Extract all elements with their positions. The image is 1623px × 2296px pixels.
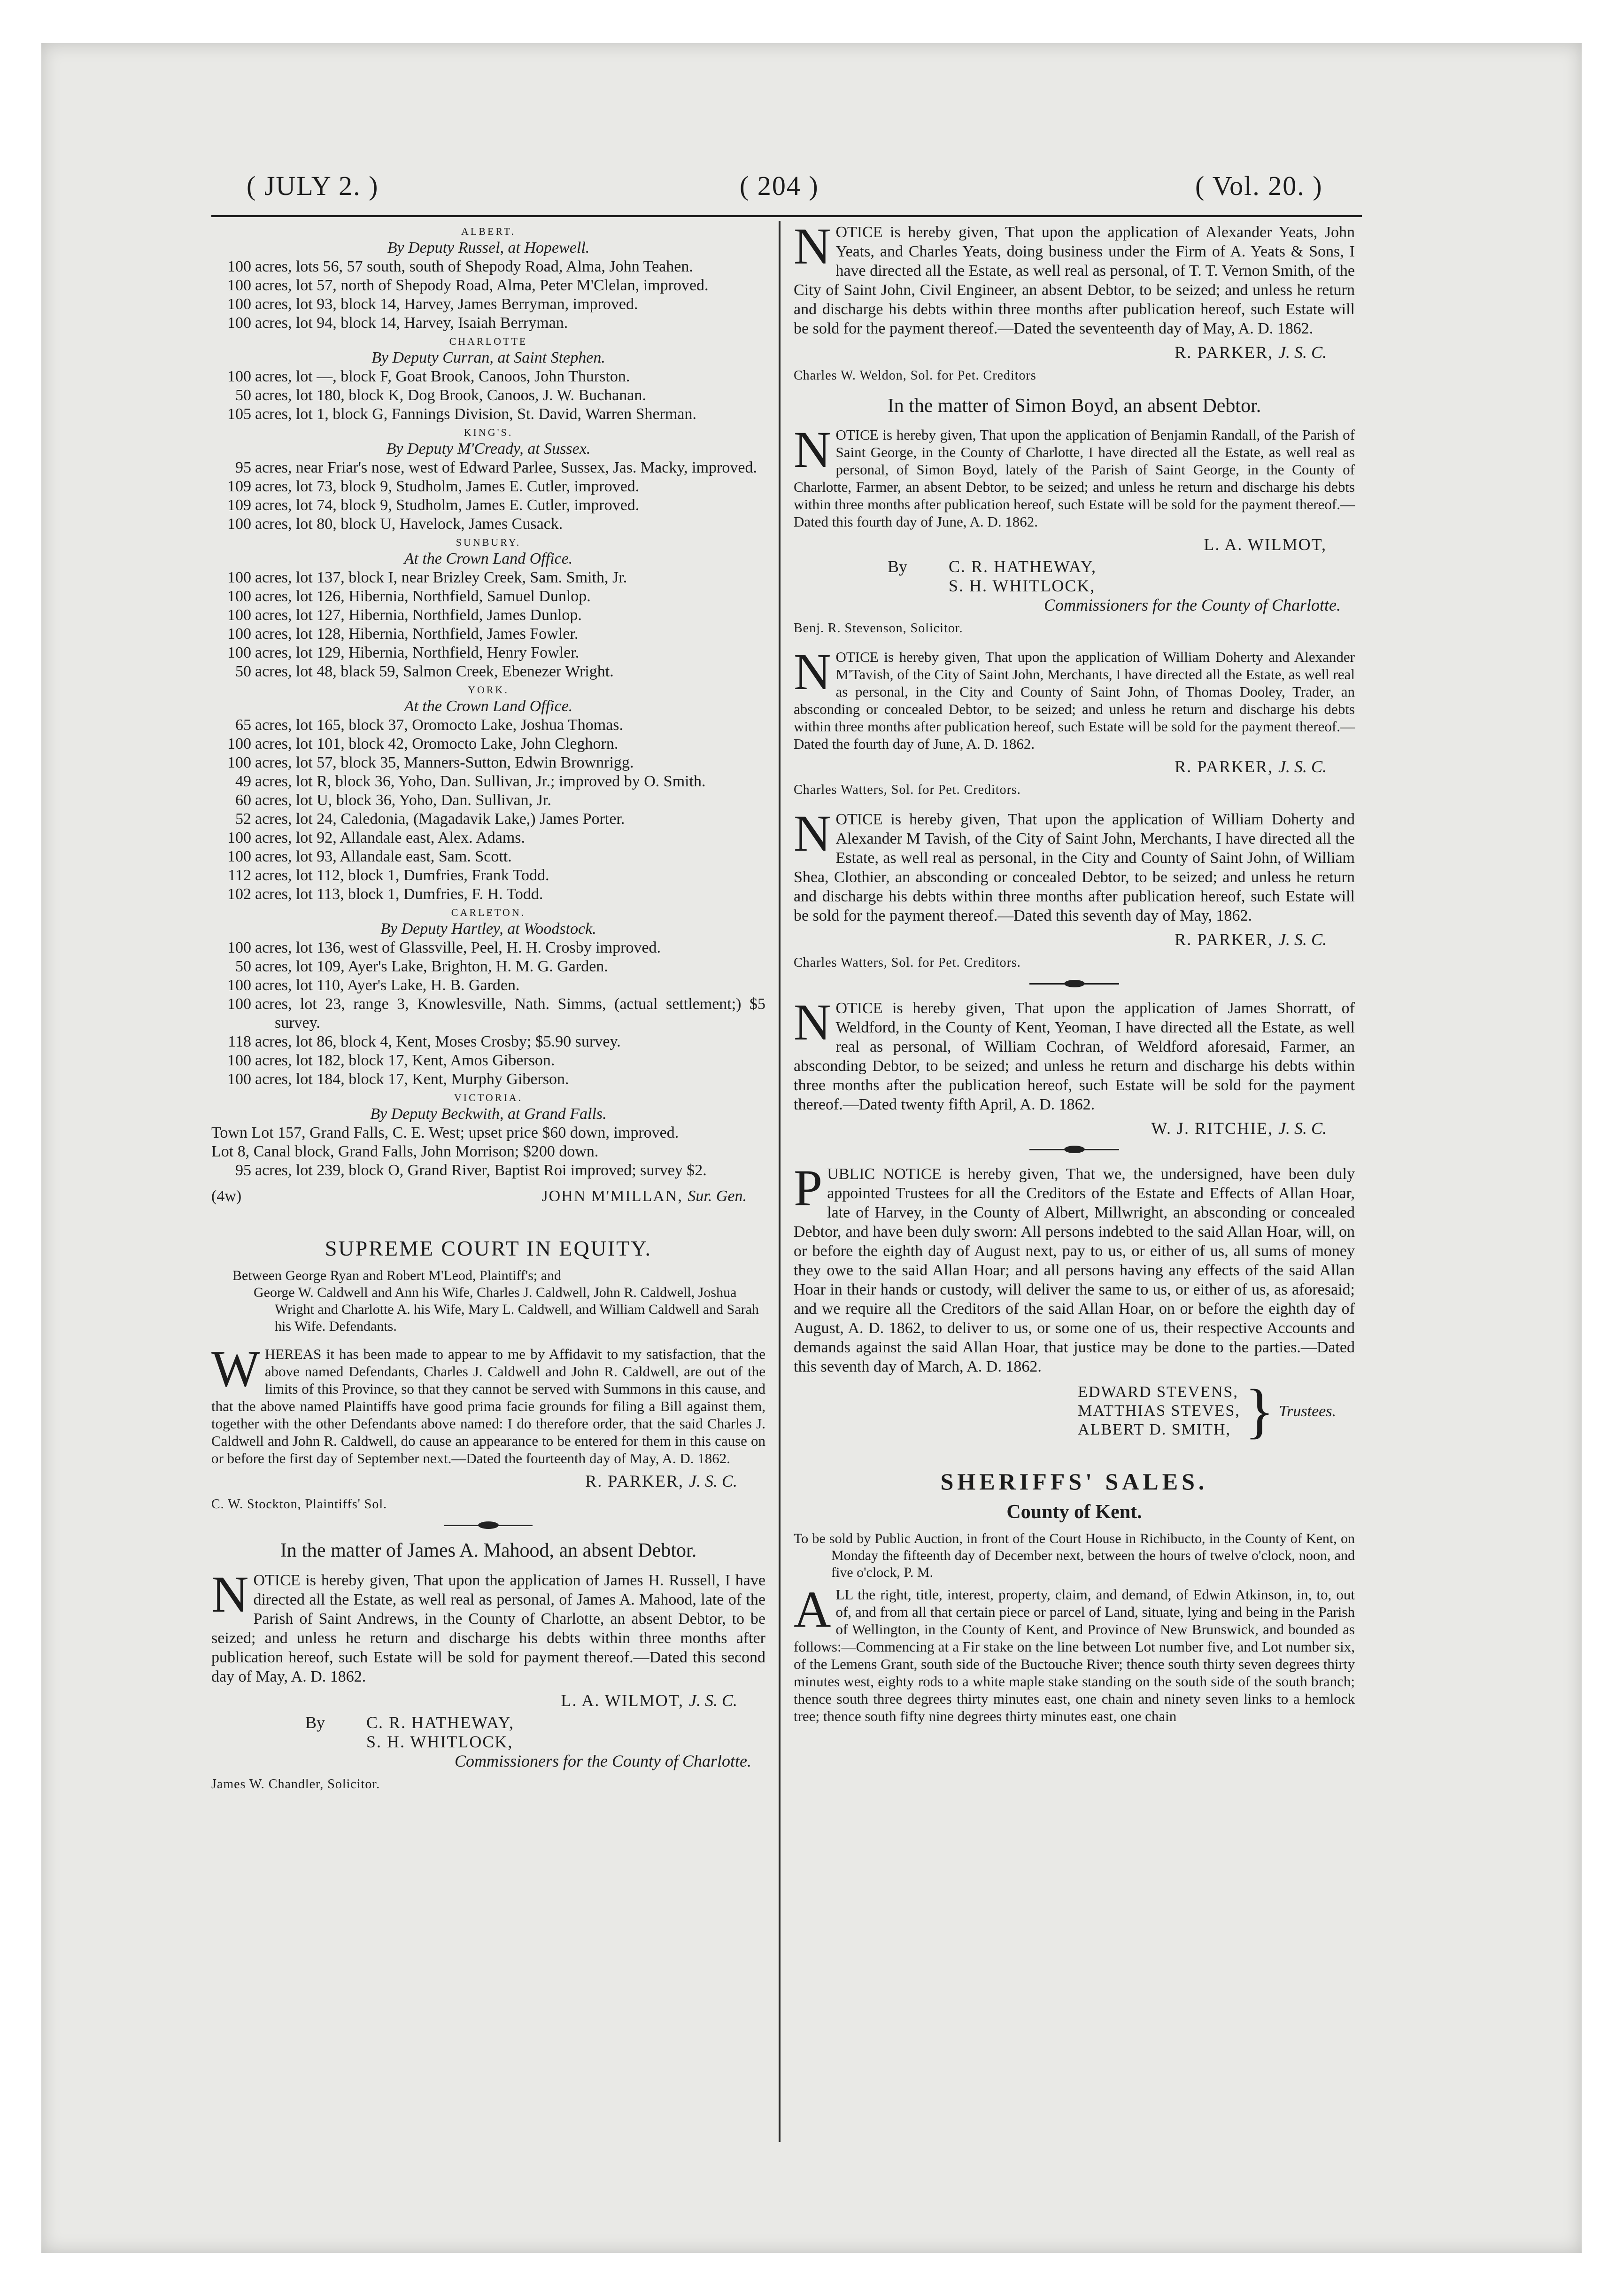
- land-entry: [211, 735, 765, 753]
- acreage: 100: [227, 1052, 251, 1069]
- signer-title: J. S. C.: [689, 1472, 737, 1490]
- land-entry: [211, 606, 765, 625]
- signer-title: J. S. C.: [1278, 930, 1327, 949]
- atkinson-sale: [794, 1581, 1355, 1725]
- land-entry: [211, 716, 765, 735]
- trustee-names: [1078, 1383, 1240, 1439]
- boyd-commissioners: [794, 557, 1355, 615]
- shea-solicitor: Charles Watters, Sol. for Pet. Creditors.: [794, 955, 1021, 970]
- acreage: 100: [227, 277, 251, 294]
- land-description: acres, lot 182, block 17, Kent, Amos Giberson.: [255, 1052, 555, 1069]
- land-description: acres, lot R, block 36, Yoho, Dan. Sullivan, Jr.; improved by O. Smith.: [255, 773, 706, 790]
- signer-name: W. J. RITCHIE,: [1151, 1119, 1273, 1138]
- crown-land-list: [211, 225, 765, 1180]
- ornament-divider: [794, 979, 1355, 988]
- trustees-label: Trustees.: [1279, 1402, 1336, 1420]
- drop-cap: A: [794, 1581, 831, 1638]
- land-description: acres, lot 129, Hibernia, Northfield, Henry Fowler.: [255, 644, 580, 661]
- acreage: 100: [227, 735, 251, 752]
- running-head-date: ( JULY 2. ): [247, 171, 379, 201]
- acreage: 100: [227, 368, 251, 385]
- header-rule: [211, 215, 1362, 217]
- brace-glyph: }: [1244, 1377, 1275, 1445]
- dooley-notice-text: OTICE is hereby given, That upon the application of William Doherty and Alexander M'Tavish, of the City of Saint John, Merchants, I have directed all the Estate, as well real as personal, in the City and County of Saint John, of Thomas Dooley, Trader, an absconding or concealed Debtor, to be seized; and unless he return and discharge his debts within three months after publication hereof, such Estate will be sold for the payment thereof.—Dated the fourth day of June, A. D. 1862.: [794, 649, 1355, 752]
- drop-cap: N: [211, 1566, 249, 1623]
- cochran-notice-text: OTICE is hereby given, That upon the application of James Shorratt, of Weldford, in the County of Kent, Yeoman, I have directed all the Estate, as well real as personal, of William Cochran, of Weldford aforesaid, Farmer, an absconding Debtor, to be seized; and unless he return and discharge his debts within three months after the publication hereof, such Estate will be sold for the payment thereof.—Dated twenty fifth April, A. D. 1862.: [794, 1000, 1355, 1113]
- land-description: acres, lot 128, Hibernia, Northfield, James Fowler.: [255, 625, 579, 643]
- land-entry: [211, 257, 765, 276]
- signer-name: R. PARKER,: [1175, 930, 1273, 949]
- mahood-notice-text: OTICE is hereby given, That upon the application of James H. Russell, I have directed all the Estate, as well real as personal, of James A. Mahood, late of the Parish of Saint Andrews, in the County of Charlotte, an absent Debtor, to be seized; and unless he return and discharge his debts within three months after publication hereof, such Estate will be sold for payment thereof.—Dated this second day of May, A. D. 1862.: [211, 1572, 765, 1685]
- land-description: acres, lot 137, block I, near Brizley Creek, Sam. Smith, Jr.: [255, 569, 627, 586]
- land-description: acres, lot 57, block 35, Manners-Sutton, Edwin Brownrigg.: [255, 754, 634, 771]
- land-description: acres, lot 184, block 17, Kent, Murphy Giberson.: [255, 1070, 569, 1088]
- surveyor-general-signature: [541, 1187, 747, 1206]
- commissioner-name: S. H. WHITLOCK,: [366, 1732, 513, 1751]
- boyd-solicitor: Benj. R. Stevenson, Solicitor.: [794, 621, 963, 636]
- signer-name: R. PARKER,: [585, 1472, 684, 1490]
- drop-cap: P: [794, 1159, 823, 1217]
- land-description: acres, lot 112, block 1, Dumfries, Frank Todd.: [255, 867, 549, 884]
- land-description: acres, lot 136, west of Glassville, Peel, H. H. Crosby improved.: [255, 939, 661, 956]
- land-entry: [211, 1032, 765, 1051]
- trustee-name: EDWARD STEVENS,: [1078, 1383, 1238, 1401]
- land-description: acres, lot 1, block G, Fannings Division, St. David, Warren Sherman.: [255, 405, 696, 423]
- land-description: acres, lot 92, Allandale east, Alex. Adams.: [255, 829, 526, 846]
- signer-name: R. PARKER,: [1175, 343, 1273, 362]
- deputy-line: By Deputy Beckwith, at Grand Falls.: [370, 1105, 607, 1123]
- county-heading: CARLETON.: [451, 907, 526, 918]
- signer-name: L. A. WILMOT,: [561, 1691, 684, 1710]
- deputy-line: At the Crown Land Office.: [404, 698, 573, 715]
- land-description: Lot 8, Canal block, Grand Falls, John Morrison; $200 down.: [211, 1143, 599, 1160]
- trustee-name: ALBERT D. SMITH,: [1078, 1421, 1231, 1438]
- acreage: 52: [235, 810, 251, 828]
- land-entry: [211, 314, 765, 333]
- land-entry: [211, 386, 765, 405]
- acreage: 102: [227, 885, 251, 903]
- acreage: 50: [235, 387, 251, 404]
- land-description: acres, lot 80, block U, Havelock, James Cusack.: [255, 515, 563, 533]
- right-column: [794, 217, 1355, 1725]
- land-entry: [211, 644, 765, 662]
- land-description: acres, lot 93, Allandale east, Sam. Scott.: [255, 848, 512, 865]
- yeats-notice-text: OTICE is hereby given, That upon the application of Alexander Yeats, John Yeats, and Charles Yeats, doing business under the Firm of A. Yeats & Sons, I have directed all the Estate, as well real as personal, of T. T. Vernon Smith, of the City of Saint John, Civil Engineer, an absent Debtor, to be seized; and unless he return and discharge his debts within three months after publication hereof, such Estate will be sold for the payment thereof.—Dated the seventeenth day of May, A. D. 1862.: [794, 224, 1355, 337]
- shea-notice: [794, 805, 1355, 925]
- drop-cap: N: [794, 421, 831, 478]
- acreage: 95: [235, 459, 251, 476]
- boyd-notice-text: OTICE is hereby given, That upon the application of Benjamin Randall, of the Parish of Saint George, in the County of Charlotte, I have directed all the Estate, as well real as personal, of Simon Boyd, lately of the Parish of Saint George, in the County of Charlotte, Farmer, an absent Debtor, to be seized; and unless he return and discharge his debts within three months after publication hereof, such Estate will be sold for the payment thereof.—Dated this fourth day of June, A. D. 1862.: [794, 427, 1355, 530]
- land-entry: [211, 568, 765, 587]
- acreage: 112: [228, 867, 251, 884]
- defendants: George W. Caldwell and Ann his Wife, Charles J. Caldwell, John R. Caldwell, Joshua Wright and Charlotte A. his Wife, Mary L. Caldwell, and William Caldwell and Sarah his Wife. Defendants.: [254, 1285, 759, 1334]
- commissioners-role: Commissioners for the County of Charlotte.: [454, 1752, 751, 1770]
- land-entry: [211, 458, 765, 477]
- land-entry: [211, 295, 765, 314]
- left-column: [211, 223, 765, 1794]
- land-description: acres, lot 57, north of Shepody Road, Alma, Peter M'Clelan, improved.: [255, 277, 709, 294]
- land-entry: [211, 885, 765, 904]
- ornament-divider: [794, 1145, 1355, 1154]
- land-entry: [211, 1142, 765, 1161]
- deputy-line: By Deputy M'Cready, at Sussex.: [386, 440, 591, 458]
- land-description: acres, lot U, block 36, Yoho, Dan. Sullivan, Jr.: [255, 791, 551, 809]
- land-description: Town Lot 157, Grand Falls, C. E. West; upset price $60 down, improved.: [211, 1124, 679, 1141]
- acreage: 100: [227, 515, 251, 533]
- land-entry: [211, 477, 765, 496]
- deputy-line: By Deputy Hartley, at Woodstock.: [380, 920, 596, 938]
- atkinson-sale-text: LL the right, title, interest, property, claim, and demand, of Edwin Atkinson, in, to, out of, and from all that certain piece or parcel of Land, situate, lying and being in the Parish of Wellington, in the County of Kent, and Province of New Brunswick, and bounded as follows:—Commencing at a Fir stake on the line between Lot number five, and Lot number six, of the Lemens Grant, south side of the Buctouche River; thence south thirty seven degrees thirty minutes west, eighty rods to a white maple stake standing on the south side of the south branch; thence south three degrees thirty minutes east, one chain and ninety seven links to a hemlock tree; thence south fifty nine degrees thirty minutes east, one chain: [794, 1586, 1355, 1724]
- county-heading: ALBERT.: [461, 225, 516, 237]
- mahood-solicitor: James W. Chandler, Solicitor.: [211, 1777, 380, 1792]
- land-entry: [211, 772, 765, 791]
- signer-title: Sur. Gen.: [688, 1187, 747, 1205]
- by-label: By: [305, 1713, 325, 1732]
- drop-cap: N: [794, 993, 831, 1051]
- yeats-notice: [794, 217, 1355, 338]
- signer-name: JOHN M'MILLAN,: [541, 1187, 683, 1205]
- land-entry: [211, 1070, 765, 1089]
- land-description: acres, lot 23, range 3, Knowlesville, Nath. Simms, (actual settlement;) $5 survey.: [255, 995, 765, 1032]
- page-number: ( 204 ): [740, 171, 819, 201]
- land-entry: [211, 847, 765, 866]
- land-entry: [211, 1161, 765, 1180]
- equity-parties: [211, 1267, 765, 1335]
- acreage: 60: [235, 791, 251, 809]
- land-entry: [211, 957, 765, 976]
- acreage: 100: [227, 644, 251, 661]
- acreage: 65: [235, 716, 251, 734]
- by-label: By: [888, 557, 908, 576]
- land-description: acres, lots 56, 57 south, south of Shepody Road, Alma, John Teahen.: [255, 258, 693, 275]
- land-description: acres, lot 109, Ayer's Lake, Brighton, H. M. G. Garden.: [255, 958, 608, 975]
- land-description: acres, lot 126, Hibernia, Northfield, Samuel Dunlop.: [255, 588, 591, 605]
- shea-signature: [794, 930, 1327, 949]
- county-heading: YORK.: [468, 684, 509, 696]
- land-entry: [211, 976, 765, 995]
- land-entry: [211, 1124, 765, 1142]
- dooley-solicitor: Charles Watters, Sol. for Pet. Creditors.: [794, 783, 1021, 797]
- acreage: 49: [235, 773, 251, 790]
- commissioners-role: Commissioners for the County of Charlotte.: [1043, 596, 1341, 614]
- land-description: acres, lot 73, block 9, Studholm, James E. Cutler, improved.: [255, 478, 640, 495]
- boyd-signature: L. A. WILMOT,: [1204, 535, 1327, 554]
- acreage: 109: [227, 478, 251, 495]
- drop-cap: N: [794, 805, 831, 862]
- land-entry: [211, 405, 765, 424]
- yeats-signature: [794, 343, 1327, 362]
- shea-notice-text: OTICE is hereby given, That upon the application of William Doherty and Alexander M Tavish, of the City of Saint John, Merchants, I have directed all the Estate, as well real as personal, in the City and County of Saint John, of William Shea, Clothier, an absconding or concealed Debtor, to be seized; and unless he return and discharge his debts within three months after publication hereof, such Estate will be sold for the payment thereof.—Dated this seventh day of May, 1862.: [794, 811, 1355, 924]
- drop-cap: N: [794, 643, 831, 700]
- hoar-notice-text: UBLIC NOTICE is hereby given, That we, the undersigned, have been duly appointed Trustees for all the Creditors of the Estate and Effects of Allan Hoar, late of Harvey, in the County of Albert, Millwright, an absconding or concealed Debtor, and have been duly sworn: All persons indebted to the said Allan Hoar, will, on or before the eighth day of August next, pay to us, or either of us, all sums of money they owe to the said Allan Hoar; and all persons having any effects of the said Allan Hoar in their hands or custody, will deliver the same to us, or either of us, as aforesaid; and we require all the Creditors of the said Allan Hoar, on or before the eighth day of August, A. D. 1862, to deliver to us, or some one of us, their respective Accounts and demands against the said Allan Hoar, that justice may be done to the parties.—Dated this seventh day of March, A. D. 1862.: [794, 1165, 1355, 1375]
- equity-signature: [211, 1472, 737, 1491]
- plaintiffs: Between George Ryan and Robert M'Leod, Plaintiff's; and: [232, 1268, 562, 1283]
- column-rule: [779, 221, 781, 2142]
- acreage: 100: [227, 295, 251, 313]
- deputy-line: By Deputy Russel, at Hopewell.: [387, 239, 590, 256]
- sale-intro: To be sold by Public Auction, in front of the Court House in Richibucto, in the County of Kent, on Monday the fifteenth day of December next, between the hours of twelve o'clock, noon, and five o'clock, P. M.: [794, 1531, 1355, 1580]
- land-entry: [211, 939, 765, 957]
- cochran-notice: [794, 993, 1355, 1114]
- acreage: 100: [227, 1070, 251, 1088]
- acreage: 95: [235, 1162, 251, 1179]
- acreage: 100: [227, 625, 251, 643]
- acreage: 100: [227, 606, 251, 624]
- boyd-title: In the matter of Simon Boyd, an absent Debtor.: [887, 395, 1261, 417]
- acreage: 100: [227, 977, 251, 994]
- land-description: acres, lot 48, black 59, Salmon Creek, Ebenezer Wright.: [255, 663, 614, 680]
- trustee-name: MATTHIAS STEVES,: [1078, 1402, 1240, 1419]
- land-entry: [211, 662, 765, 681]
- commissioner-name: S. H. WHITLOCK,: [949, 576, 1096, 595]
- land-entry: [211, 829, 765, 847]
- land-description: acres, lot 165, block 37, Oromocto Lake, Joshua Thomas.: [255, 716, 624, 734]
- equity-order-text: HEREAS it has been made to appear to me by Affidavit to my satisfaction, that the above named Defendants, Charles J. Caldwell and John R. Caldwell, are out of the limits of this Province, so that they cannot be served with Summons in this cause, and that the above named Plaintiffs have good prima facie grounds for filing a Bill against them, together with the other Defendants above named: I do therefore order, that the said Charles J. Caldwell and John R. Caldwell, do cause an appearance to be entered for them in this cause on or before the first day of September next.—Dated the fourteenth day of May, A. D. 1862.: [211, 1346, 765, 1466]
- acreage: 105: [227, 405, 251, 423]
- dooley-notice: [794, 643, 1355, 752]
- acreage: 100: [227, 569, 251, 586]
- land-entry: [211, 515, 765, 534]
- acreage: 100: [227, 995, 251, 1013]
- mahood-commissioners: [211, 1713, 765, 1771]
- acreage: 100: [227, 588, 251, 605]
- land-entry: [211, 496, 765, 515]
- land-description: acres, lot —, block F, Goat Brook, Canoos, John Thurston.: [255, 368, 630, 385]
- commissioner-name: C. R. HATHEWAY,: [949, 557, 1097, 576]
- land-entry: [211, 587, 765, 606]
- land-description: acres, lot 180, block K, Dog Brook, Canoos, J. W. Buchanan.: [255, 387, 646, 404]
- land-entry: [211, 810, 765, 829]
- land-description: acres, lot 24, Caledonia, (Magadavik Lake,) James Porter.: [255, 810, 625, 828]
- signer-title: J. S. C.: [1278, 757, 1327, 776]
- acreage: 118: [228, 1033, 251, 1050]
- land-description: acres, lot 93, block 14, Harvey, James Berryman, improved.: [255, 295, 638, 313]
- land-description: acres, lot 86, block 4, Kent, Moses Crosby; $5.90 survey.: [255, 1033, 621, 1050]
- mahood-signature: [211, 1691, 737, 1710]
- deputy-line: By Deputy Curran, at Saint Stephen.: [371, 349, 605, 366]
- land-entry: [211, 276, 765, 295]
- acreage: 109: [227, 496, 251, 514]
- equity-order: [211, 1340, 765, 1467]
- signer-title: J. S. C.: [689, 1691, 737, 1710]
- commissioner-name: C. R. HATHEWAY,: [366, 1713, 515, 1732]
- land-entry: [211, 625, 765, 644]
- drop-cap: N: [794, 217, 831, 275]
- acreage: 100: [227, 939, 251, 956]
- acreage: 100: [227, 314, 251, 332]
- mahood-notice: [211, 1566, 765, 1686]
- insertion-mark: (4w): [211, 1187, 242, 1205]
- land-description: acres, lot 110, Ayer's Lake, H. B. Garden.: [255, 977, 520, 994]
- drop-cap: W: [211, 1340, 260, 1397]
- signer-name: R. PARKER,: [1175, 757, 1273, 776]
- signer-title: J. S. C.: [1278, 343, 1327, 362]
- cochran-signature: [794, 1119, 1327, 1138]
- land-description: acres, near Friar's nose, west of Edward Parlee, Sussex, Jas. Macky, improved.: [255, 459, 757, 476]
- county-heading: CHARLOTTE: [449, 335, 528, 347]
- boyd-notice: [794, 421, 1355, 530]
- sheriffs-sales-title: SHERIFFS' SALES.: [940, 1468, 1208, 1495]
- ornament-divider: [211, 1520, 765, 1530]
- county-of-kent-heading: County of Kent.: [1006, 1501, 1142, 1523]
- land-entry: [211, 1051, 765, 1070]
- acreage: 50: [235, 663, 251, 680]
- acreage: 50: [235, 958, 251, 975]
- deputy-line: At the Crown Land Office.: [404, 550, 573, 567]
- acreage: 100: [227, 848, 251, 865]
- dooley-signature: [794, 757, 1327, 776]
- land-entry: [211, 791, 765, 810]
- land-description: acres, lot 101, block 42, Oromocto Lake, John Cleghorn.: [255, 735, 618, 752]
- land-description: acres, lot 74, block 9, Studholm, James E. Cutler, improved.: [255, 496, 640, 514]
- land-entry: [211, 753, 765, 772]
- land-description: acres, lot 113, block 1, Dumfries, F. H. Todd.: [255, 885, 543, 903]
- land-entry: [211, 866, 765, 885]
- signer-title: J. S. C.: [1278, 1119, 1327, 1138]
- land-entry: [211, 995, 765, 1032]
- acreage: 100: [227, 754, 251, 771]
- hoar-notice: [794, 1159, 1355, 1376]
- county-heading: KING'S.: [464, 427, 513, 438]
- yeats-solicitor: Charles W. Weldon, Sol. for Pet. Creditors: [794, 368, 1036, 383]
- mahood-title: In the matter of James A. Mahood, an absent Debtor.: [280, 1540, 697, 1561]
- land-description: acres, lot 94, block 14, Harvey, Isaiah Berryman.: [255, 314, 568, 332]
- land-list-signature: [211, 1187, 765, 1206]
- acreage: 100: [227, 829, 251, 846]
- land-description: acres, lot 127, Hibernia, Northfield, James Dunlop.: [255, 606, 582, 624]
- trustees-block: [794, 1377, 1336, 1445]
- county-heading: VICTORIA.: [454, 1092, 523, 1103]
- equity-solicitor: C. W. Stockton, Plaintiffs' Sol.: [211, 1497, 387, 1512]
- acreage: 100: [227, 258, 251, 275]
- land-entry: [211, 367, 765, 386]
- land-description: acres, lot 239, block O, Grand River, Baptist Roi improved; survey $2.: [255, 1162, 707, 1179]
- county-heading: SUNBURY.: [456, 536, 521, 548]
- equity-title: SUPREME COURT IN EQUITY.: [325, 1236, 652, 1260]
- volume-number: ( Vol. 20. ): [1195, 171, 1323, 201]
